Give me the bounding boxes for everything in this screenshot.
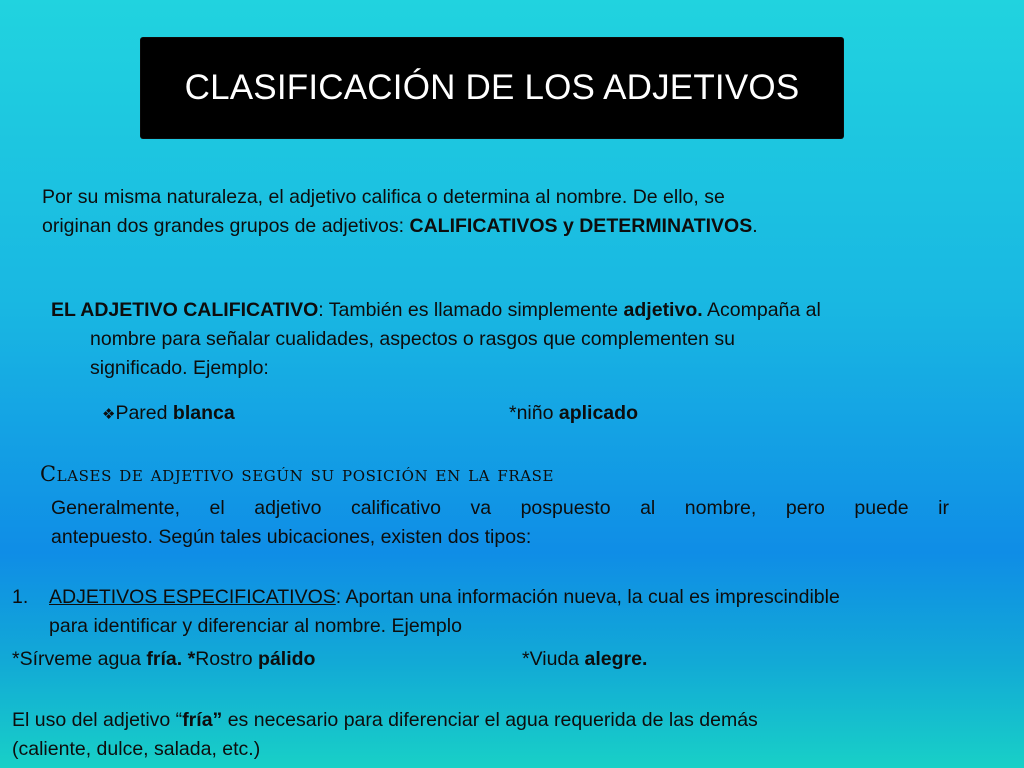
conclusion-suffix: es necesario para diferenciar el agua requerida de las demás (222, 709, 758, 731)
conclusion-line-1 (12, 706, 1012, 735)
intro-paragraph (42, 183, 942, 241)
intro-line-2-text: originan dos grandes grupos de adjetivos: (42, 215, 410, 237)
example-agua-word: *Sírveme agua (12, 648, 147, 670)
calificativo-line-3: significado. Ejemplo: (90, 357, 269, 379)
especificativos-text-1: : Aportan una información nueva, la cual es imprescindible (335, 586, 840, 608)
especificativos-line-2: para identificar y diferenciar al nombre. Ejemplo (49, 615, 462, 637)
intro-line-2-end: . (752, 215, 758, 237)
example-agua-adjective: fría. (146, 648, 183, 670)
clases-line-1: Generalmente, el adjetivo calificativo va pospuesto al nombre, pero puede ir (51, 497, 949, 519)
calificativo-text-2: Acompaña al (702, 299, 821, 321)
especificativos-item (49, 583, 1009, 641)
example-agua-rostro (12, 645, 432, 674)
conclusion-bold-word: fría” (182, 709, 223, 731)
example-viuda-word: *Viuda (522, 648, 585, 670)
intro-line-2 (42, 212, 942, 241)
calificativo-line-1 (51, 296, 971, 325)
example-pared (102, 399, 402, 429)
conclusion-line-2: (caliente, dulce, salada, etc.) (12, 738, 261, 760)
especificativos-line-1 (49, 583, 1009, 612)
example-nino (509, 399, 809, 428)
example-rostro-word: Rostro (195, 648, 259, 670)
calificativo-line-2: nombre para señalar cualidades, aspectos o rasgos que complementen su (90, 328, 735, 350)
example-rostro-star: * (182, 648, 196, 670)
calificativo-bold: adjetivo. (623, 299, 703, 321)
clases-paragraph (51, 494, 949, 552)
example-viuda-adjective: alegre. (584, 648, 648, 670)
list-number: 1. (12, 586, 29, 608)
slide-title: CLASIFICACIÓN DE LOS ADJETIVOS (184, 68, 800, 107)
example-nino-word: *niño (509, 402, 559, 424)
especificativos-label: ADJETIVOS ESPECIFICATIVOS (49, 586, 336, 608)
title-box (141, 38, 843, 138)
calificativo-text-1: : También es llamado simplemente (318, 299, 624, 321)
diamond-bullet-icon: ❖ (102, 405, 116, 423)
clases-heading: Clases de adjetivo según su posición en la frase (40, 462, 555, 486)
example-pared-adjective: blanca (172, 402, 235, 424)
example-nino-adjective: aplicado (558, 402, 638, 424)
example-rostro-adjective: pálido (258, 648, 316, 670)
intro-groups-bold: CALIFICATIVOS y DETERMINATIVOS (409, 215, 753, 237)
calificativo-label: EL ADJETIVO CALIFICATIVO (51, 299, 319, 321)
calificativo-paragraph (51, 296, 971, 383)
conclusion-paragraph (12, 706, 1012, 764)
example-viuda (522, 645, 822, 674)
example-pared-word: Pared (115, 402, 173, 424)
conclusion-prefix: El uso del adjetivo “ (12, 709, 183, 731)
intro-line-1: Por su misma naturaleza, el adjetivo califica o determina al nombre. De ello, se (42, 186, 725, 208)
clases-line-2: antepuesto. Según tales ubicaciones, existen dos tipos: (51, 526, 532, 548)
